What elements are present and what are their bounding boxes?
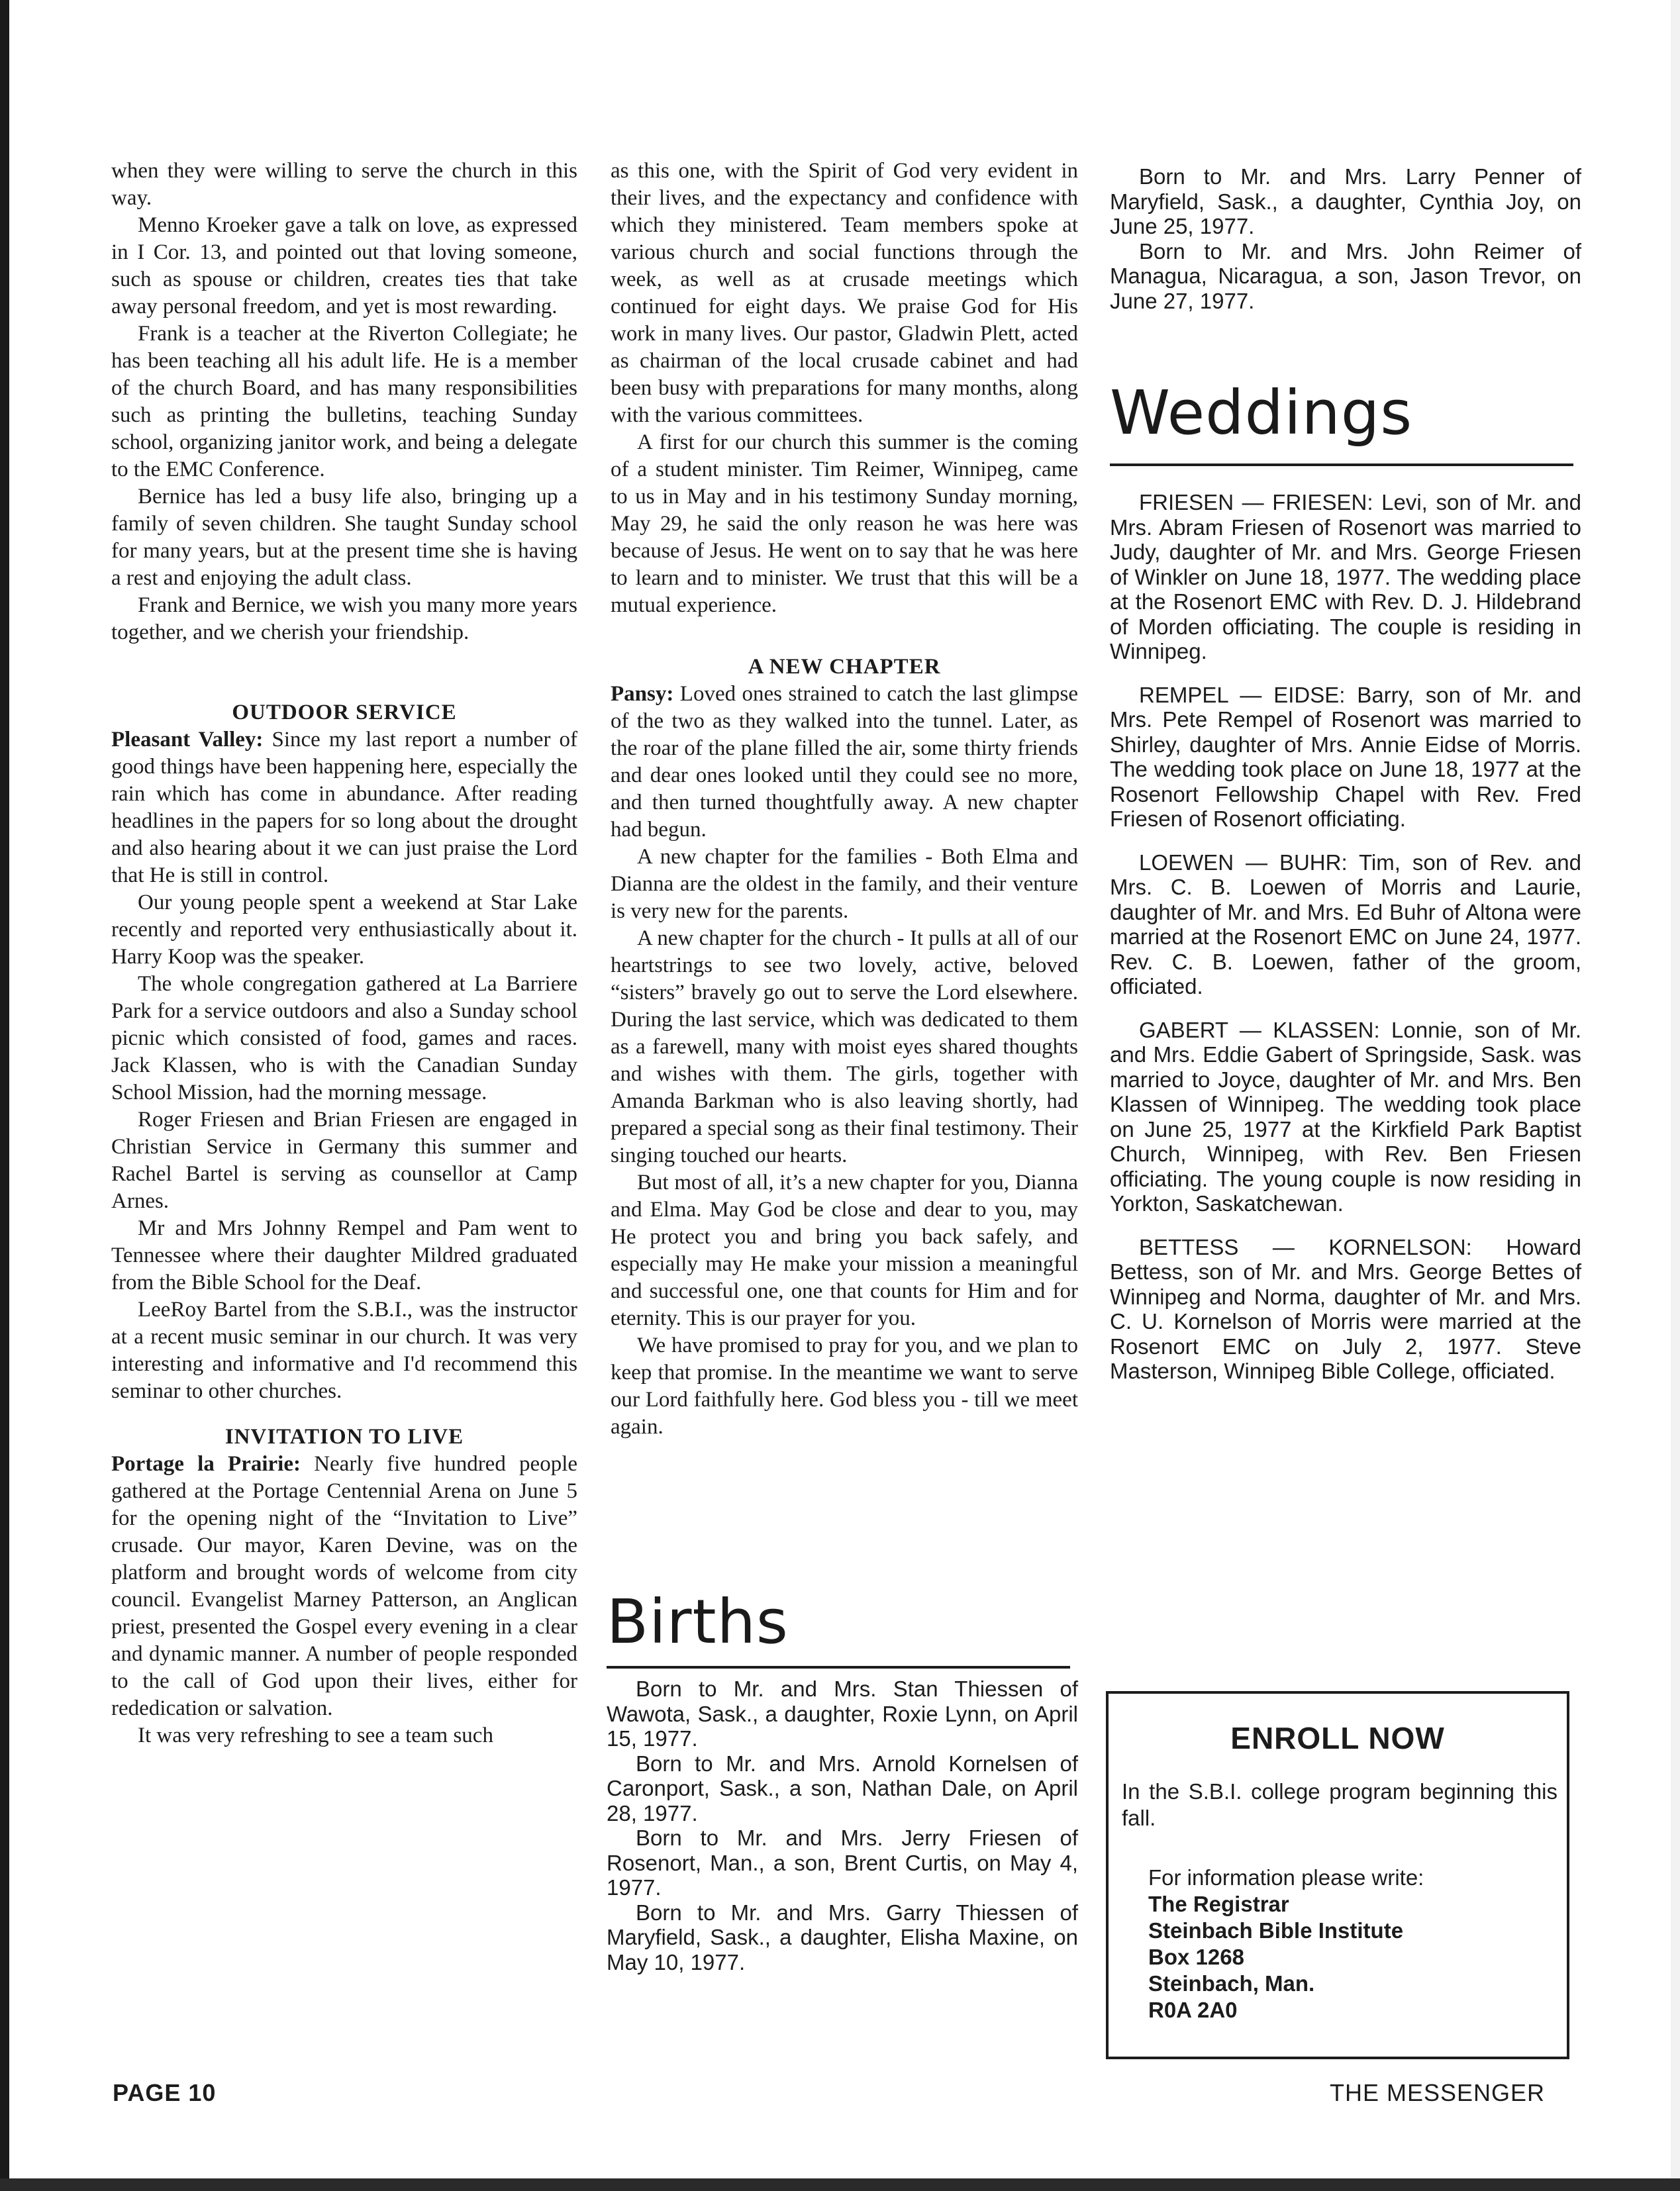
births-heading: Births: [607, 1586, 789, 1657]
wedding-announcement: BETTESS — KORNELSON: Howard Bettess, son of Mr. and Mrs. George Bettes of Winnipeg and Norma, daughter of Mr. and Mrs. C. U. Kornelson of Morris were married at the Rosenort EMC on July 2, 1977. Steve Masterson, Winnipeg Bible College, officiated.: [1110, 1234, 1581, 1383]
address-line: Steinbach Bible Institute: [1148, 1918, 1404, 1943]
weddings-heading: Weddings: [1110, 377, 1413, 448]
address-line: R0A 2A0: [1148, 1998, 1238, 2022]
wedding-announcement: FRIESEN — FRIESEN: Levi, son of Mr. and Mrs. Abram Friesen of Rosenort was married to Judy, daughter of Mr. and Mrs. George Friesen of Winkler on June 18, 1977. The wedding place at the Rosenort EMC with Rev. D. J. Hildebrand of Morden officiating. The couple is residing in Winnipeg.: [1110, 490, 1581, 663]
paragraph: It was very refreshing to see a team such: [138, 1724, 493, 1747]
paragraph: A new chapter for the families - Both Elma and Dianna are the oldest in the family, and their venture is very new for the parents.: [611, 845, 1078, 923]
lead-text: Loved ones strained to catch the last glimpse of the two as they walked into the tunnel. Later, as the roar of the plane filled the air, some thirty friends and dear ones looked until they could see no more, and then turned thoughtfully away. A new chapter had begun.: [611, 682, 1079, 842]
page-edge-bottom: [0, 2178, 1680, 2191]
births-continued: [1110, 164, 1581, 313]
birth-announcement: Born to Mr. and Mrs. Arnold Kornelsen of Caronport, Sask., a son, Nathan Dale, on April 28, 1977.: [607, 1751, 1078, 1826]
article-lead-paragraph: [111, 726, 577, 889]
article-heading-invitation: INVITATION TO LIVE: [224, 1425, 464, 1449]
paragraph: We have promised to pray for you, and we plan to keep that promise. In the meantime we want to serve our Lord faithfully here. God bless you - till we meet again.: [611, 1334, 1078, 1439]
address-line: The Registrar: [1148, 1892, 1289, 1916]
enroll-info: For information please write:: [1148, 1865, 1424, 1890]
page-edge-right: [1671, 0, 1680, 2191]
birth-announcement: Born to Mr. and Mrs. Garry Thiessen of Maryfield, Sask., a daughter, Elisha Maxine, on May 10, 1977.: [607, 1900, 1078, 1974]
paragraph: Menno Kroeker gave a talk on love, as expressed in I Cor. 13, and pointed out that loving someone, such as spouse or children, creates ties that take away personal freedom, and yet is most rewarding.: [111, 213, 577, 318]
paragraph: Frank is a teacher at the Riverton Collegiate; he has been teaching all his adult life. He is a member of the church Board, and has many responsibilities such as printing the bulletins, teaching Sunday school, organizing janitor work, and being a delegate to the EMC Conference.: [111, 322, 577, 481]
birth-announcement: Born to Mr. and Mrs. John Reimer of Managua, Nicaragua, a son, Jason Trevor, on June 27, 1977.: [1110, 238, 1581, 313]
dateline: Pleasant Valley:: [111, 728, 264, 752]
dateline: Portage la Prairie:: [111, 1452, 301, 1476]
enroll-advertisement: [1106, 1691, 1569, 2059]
weddings-list: [1110, 490, 1581, 1384]
paragraph: A first for our church this summer is the coming of a student minister. Tim Reimer, Winnipeg, came to us in May and in his testimony Sunday morning, May 29, he said the only reason he was here was because of Jesus. He went on to say that he was here to learn and to minister. We trust that this will be a mutual experience.: [611, 430, 1078, 617]
paragraph: when they were willing to serve the church in this way.: [111, 159, 577, 210]
paragraph: as this one, with the Spirit of God very evident in their lives, and the expectancy and confidence with which they ministered. Team members spoke at various church and social functions through the week, as well as at crusade meetings which continued for eight days. We praise God for His work in many lives. Our pastor, Gladwin Plett, acted as chairman of the local crusade cabinet and had been busy with preparations for many months, along with the various committees.: [611, 159, 1078, 427]
enroll-title: ENROLL NOW: [1230, 1721, 1445, 1755]
wedding-announcement: LOEWEN — BUHR: Tim, son of Rev. and Mrs. C. B. Loewen of Morris and Laurie, daughter of Mr. and Mrs. Ed Buhr of Altona were married at the Rosenort EMC on June 24, 1977. Rev. C. B. Loewen, father of the groom, officiated.: [1110, 850, 1581, 998]
paragraph: Mr and Mrs Johnny Rempel and Pam went to Tennessee where their daughter Mildred graduated from the Bible School for the Deaf.: [111, 1216, 577, 1294]
address-line: Box 1268: [1148, 1945, 1244, 1969]
publication-name: THE MESSENGER: [1330, 2079, 1546, 2106]
birth-announcement: Born to Mr. and Mrs. Stan Thiessen of Wawota, Sask., a daughter, Roxie Lynn, on April 15, 1977.: [607, 1677, 1078, 1751]
address-line: Steinbach, Man.: [1148, 1971, 1315, 1996]
lead-text: Nearly five hundred people gathered at the Portage Centennial Arena on June 5 for the opening night of the “Invitation to Live” crusade. Our mayor, Karen Devine, was on the platform and brought words of welcome from city council. Evangelist Marney Patterson, an Anglican priest, presented the Gospel every evening in a clear and dynamic manner. A number of people responded to the call of God upon their lives, either for rededication or salvation.: [111, 1452, 578, 1720]
enroll-address-block: [1148, 1865, 1567, 2023]
column-2: [611, 158, 1078, 1441]
dateline: Pansy:: [611, 682, 674, 706]
paragraph: But most of all, it’s a new chapter for you, Dianna and Elma. May God be close and dear to you, may He protect you and bring you back safely, and especially may He make your mission a meaningful and successful one, one that counts for Him and for eternity. This is our prayer for you.: [611, 1171, 1078, 1330]
birth-announcement: Born to Mr. and Mrs. Jerry Friesen of Rosenort, Man., a son, Brent Curtis, on May 4, 1977.: [607, 1826, 1078, 1900]
paragraph: Our young people spent a weekend at Star Lake recently and reported very enthusiastically about it. Harry Koop was the speaker.: [111, 891, 577, 969]
paragraph: LeeRoy Bartel from the S.B.I., was the instructor at a recent music seminar in our church. It was very interesting and informative and I'd recommend this seminar to other churches.: [111, 1298, 577, 1403]
paragraph: The whole congregation gathered at La Barriere Park for a service outdoors and also a Sunday school picnic which consisted of food, games and races. Jack Klassen, who is with the Canadian Sunday School Mission, had the morning message.: [111, 972, 577, 1104]
column-1: [111, 158, 577, 1749]
paragraph: Bernice has led a busy life also, bringing up a family of seven children. She taught Sunday school for many years, but at the present time she is having a rest and enjoying the adult class.: [111, 485, 577, 590]
paragraph: A new chapter for the church - It pulls at all of our heartstrings to see two lovely, active, beloved “sisters” bravely go out to serve the Lord elsewhere. During the last service, which was dedicated to them as a farewell, many with moist eyes shared thoughts and wishes with them. The girls, together with Amanda Barkman who is also leaving shortly, had prepared a special song as their final testimony. Their singing touched our hearts.: [611, 926, 1078, 1167]
enroll-body: In the S.B.I. college program beginning this fall.: [1122, 1779, 1557, 1830]
wedding-announcement: REMPEL — EIDSE: Barry, son of Mr. and Mrs. Pete Rempel of Rosenort was married to Shirley, daughter of Mrs. Annie Eidse of Morris. The wedding took place on June 18, 1977 at the Rosenort Fellowship Chapel with Rev. Fred Friesen of Rosenort officiating.: [1110, 682, 1581, 831]
paragraph: Roger Friesen and Brian Friesen are engaged in Christian Service in Germany this summer and Rachel Bartel is serving as counsellor at Camp Arnes.: [111, 1108, 577, 1213]
article-heading-outdoor-service: OUTDOOR SERVICE: [232, 701, 457, 724]
births-rule: [607, 1666, 1070, 1669]
paragraph: Frank and Bernice, we wish you many more years together, and we cherish your friendship.: [111, 593, 577, 644]
page-number: PAGE 10: [113, 2079, 217, 2106]
article-heading-new-chapter: A NEW CHAPTER: [748, 655, 941, 679]
birth-announcement: Born to Mr. and Mrs. Larry Penner of Maryfield, Sask., a daughter, Cynthia Joy, on June 25, 1977.: [1110, 164, 1581, 238]
lead-text: Since my last report a number of good things have been happening here, especially the rain which has come in abundance. After reading headlines in the papers for so long about the drought and also hearing about it we can just praise the Lord that He is still in control.: [111, 728, 578, 887]
article-lead-paragraph: [611, 681, 1078, 844]
wedding-announcement: GABERT — KLASSEN: Lonnie, son of Mr. and Mrs. Eddie Gabert of Springside, Sask. was married to Joyce, daughter of Mr. and Mrs. Ben Klassen of Winnipeg. The wedding took place on June 25, 1977 at the Kirkfield Park Baptist Church, Winnipeg, with Rev. Ben Friesen officiating. The young couple is now residing in Yorkton, Saskatchewan.: [1110, 1017, 1581, 1216]
weddings-rule: [1110, 463, 1573, 466]
article-lead-paragraph: [111, 1451, 577, 1722]
births-list: [607, 1677, 1078, 1974]
page-edge-left: [0, 0, 9, 2191]
